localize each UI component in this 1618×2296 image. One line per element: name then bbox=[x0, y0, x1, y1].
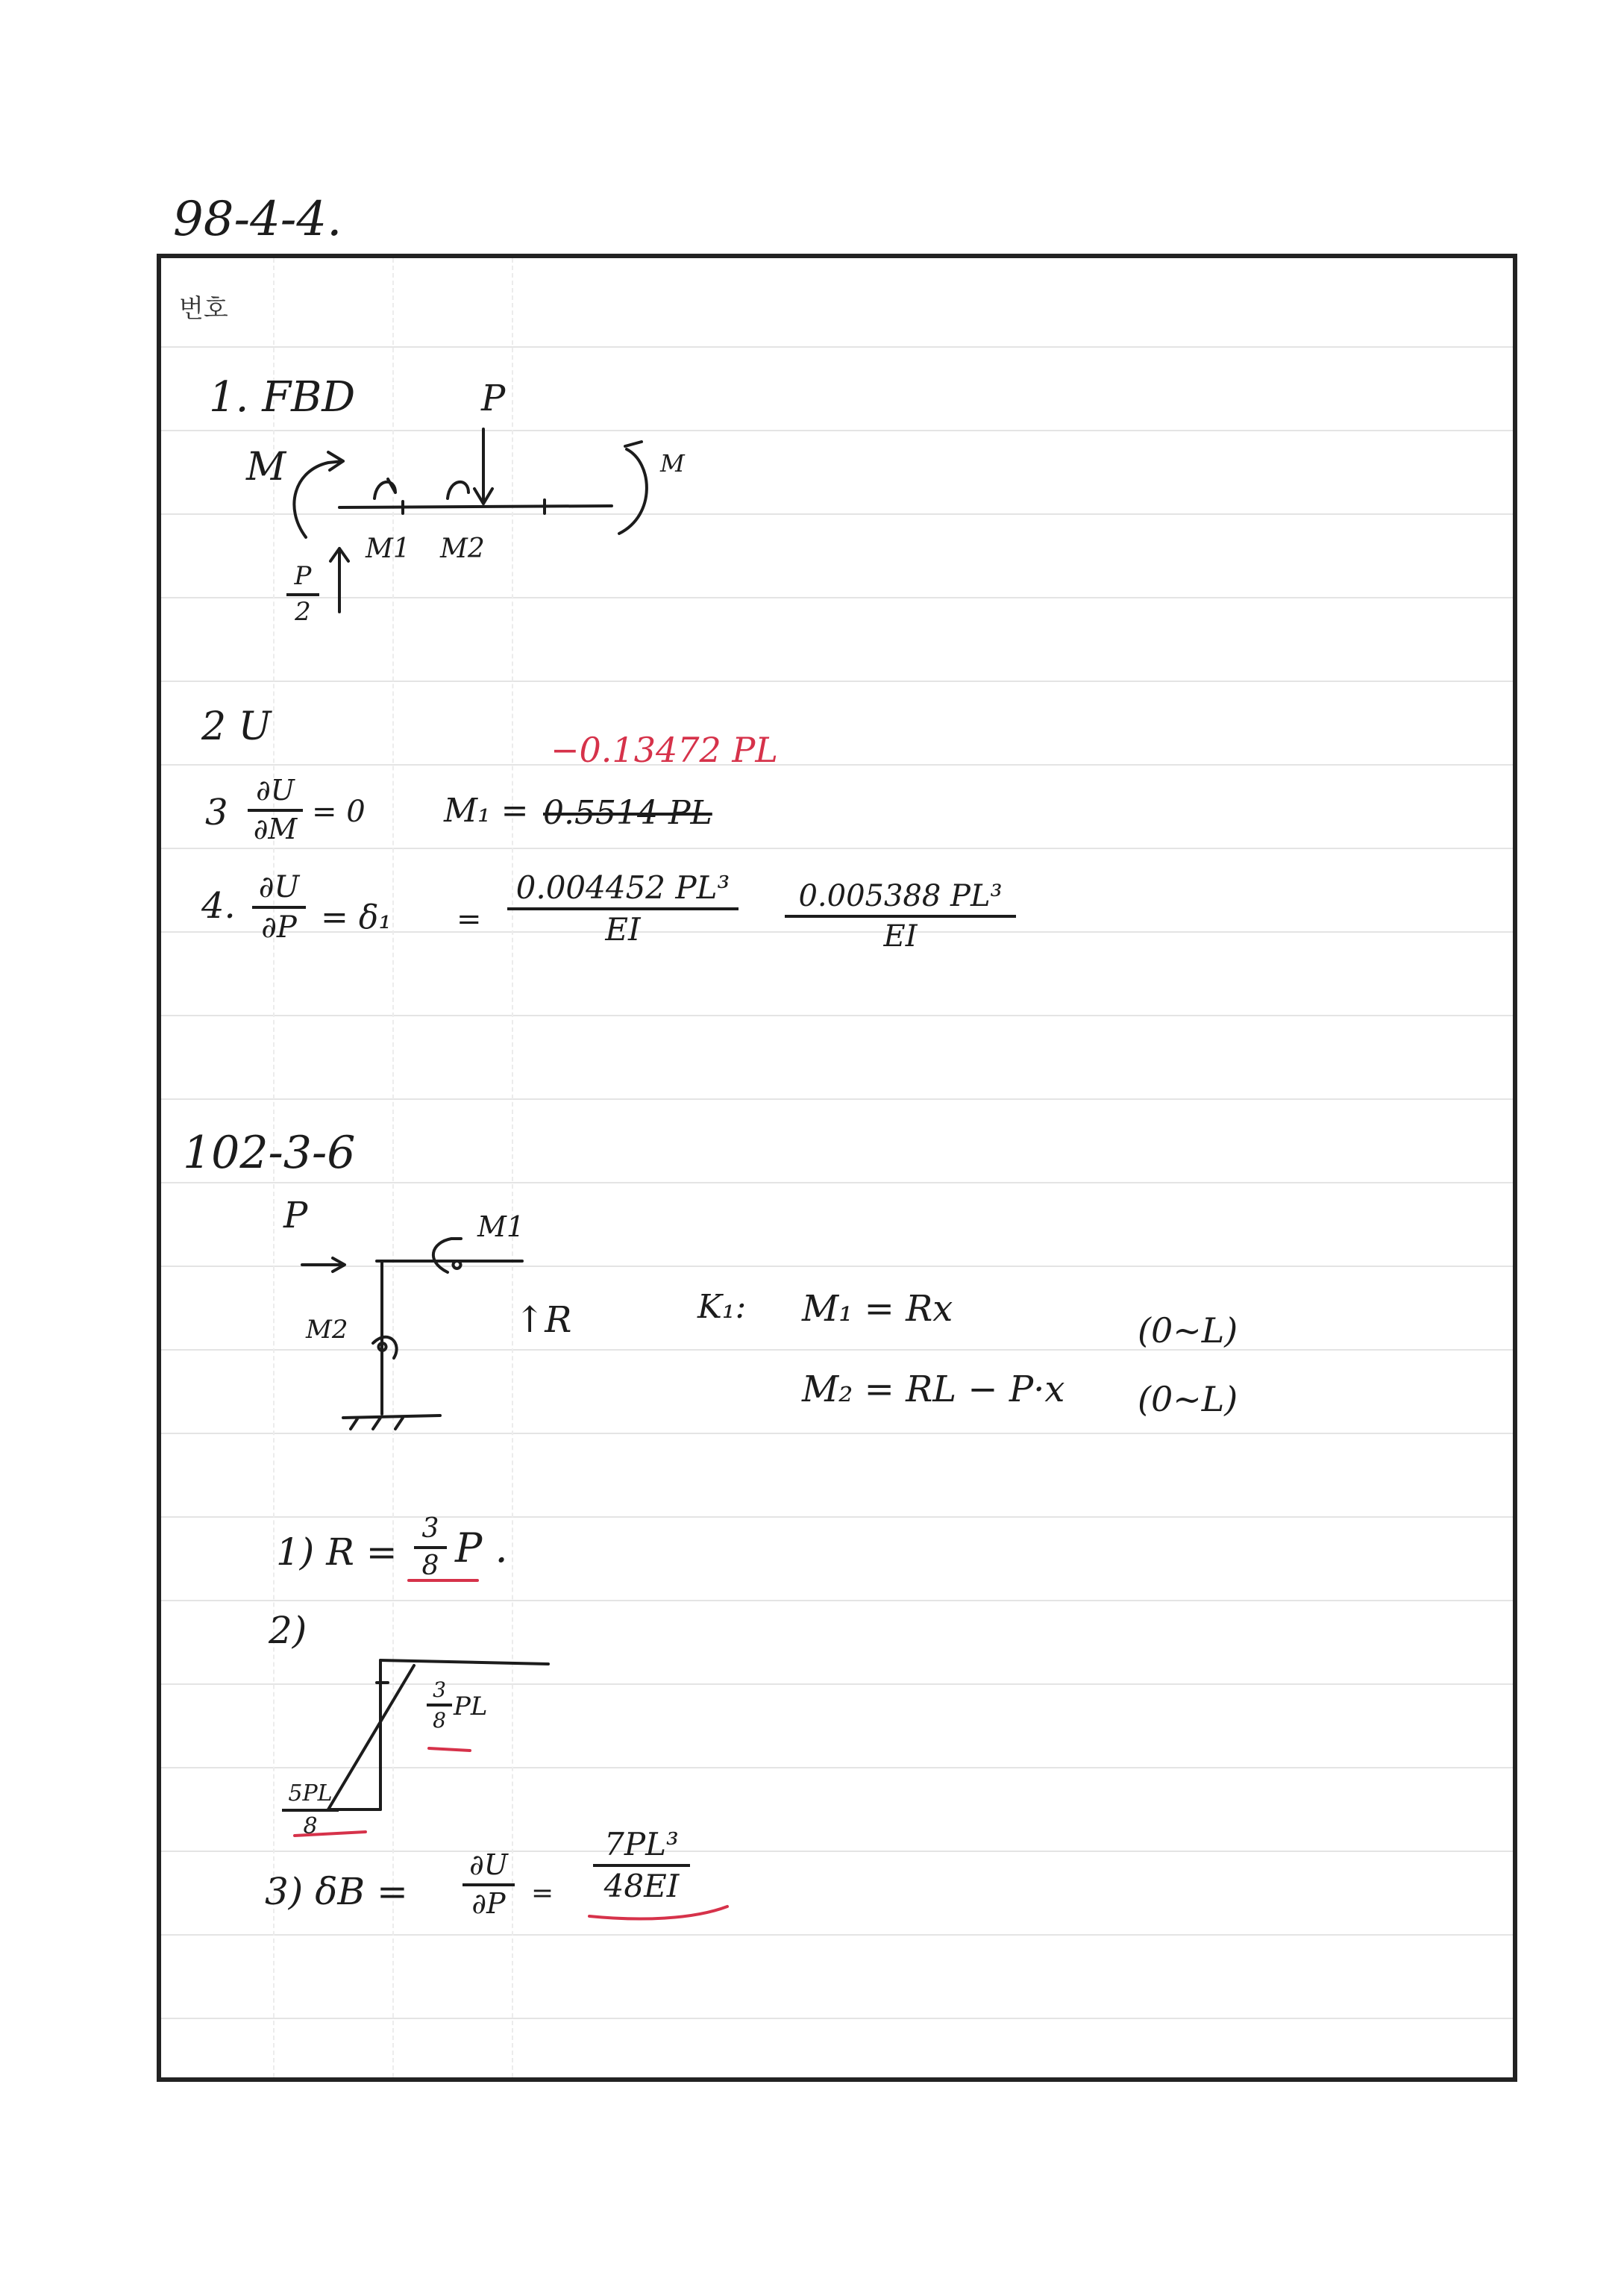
number-label: 번호 bbox=[179, 294, 228, 324]
step1-suffix: P . bbox=[455, 1524, 508, 1571]
diagram-top-suffix: PL bbox=[454, 1692, 488, 1721]
item4-prefix: 4. bbox=[201, 885, 236, 927]
fbd-reaction-fraction: P 2 bbox=[286, 563, 319, 625]
part2-problem-ref: 102-3-6 bbox=[183, 1127, 356, 1179]
item4-derivative: ∂U ∂P bbox=[252, 872, 306, 943]
step3-derivative: ∂U ∂P bbox=[462, 1851, 515, 1919]
item3-lhs: M₁ = bbox=[444, 792, 529, 830]
fbd-m1: M1 bbox=[366, 534, 410, 564]
step3-result: 7PL³ 48EI bbox=[593, 1828, 690, 1903]
range2: (0~L) bbox=[1138, 1379, 1238, 1419]
step1-prefix: 1) R = bbox=[276, 1530, 398, 1574]
step1-fraction: 3 8 bbox=[414, 1515, 447, 1580]
diagram-bottom-fraction: 5PL 8 bbox=[282, 1782, 339, 1838]
frame-reaction: ↑R bbox=[515, 1299, 572, 1341]
frame-m1: M1 bbox=[477, 1210, 525, 1243]
section-label: K₁: bbox=[697, 1288, 747, 1326]
fbd-moment-right: M bbox=[660, 449, 685, 478]
item4-equation-rhs: = δ₁ bbox=[321, 898, 392, 936]
item4-value: 0.004452 PL³ EI bbox=[507, 872, 739, 946]
step3-equals: = bbox=[531, 1878, 554, 1909]
fbd-m2: M2 bbox=[440, 534, 485, 564]
range1: (0~L) bbox=[1138, 1310, 1238, 1351]
item2: 2 U bbox=[201, 704, 272, 749]
moment-eq1: M₁ = Rx bbox=[802, 1288, 953, 1330]
item4-corrected-value: 0.005388 PL³ EI bbox=[785, 880, 1016, 952]
item3-corrected-value: −0.13472 PL bbox=[551, 730, 778, 770]
fbd-moment-left: M bbox=[246, 445, 286, 489]
item1-title: 1. FBD bbox=[209, 373, 356, 422]
item3-crossed-value: 0.5514 PL bbox=[543, 794, 712, 832]
item4-equals: = bbox=[457, 902, 482, 936]
step3-prefix: 3) δB = bbox=[265, 1870, 408, 1913]
fbd-load-p: P bbox=[481, 378, 506, 419]
page-header-problem-ref: 98-4-4. bbox=[173, 192, 342, 247]
frame-m2: M2 bbox=[306, 1315, 348, 1345]
moment-eq2: M₂ = RL − P·x bbox=[802, 1368, 1065, 1410]
frame-load-p: P bbox=[283, 1195, 308, 1236]
item3-prefix: 3 bbox=[205, 792, 228, 833]
diagram-top-fraction: 3 8 bbox=[427, 1679, 452, 1732]
item3-derivative: ∂U ∂M bbox=[248, 776, 303, 845]
step2-prefix: 2) bbox=[269, 1609, 307, 1652]
item3-equation-rhs: = 0 bbox=[312, 795, 366, 829]
